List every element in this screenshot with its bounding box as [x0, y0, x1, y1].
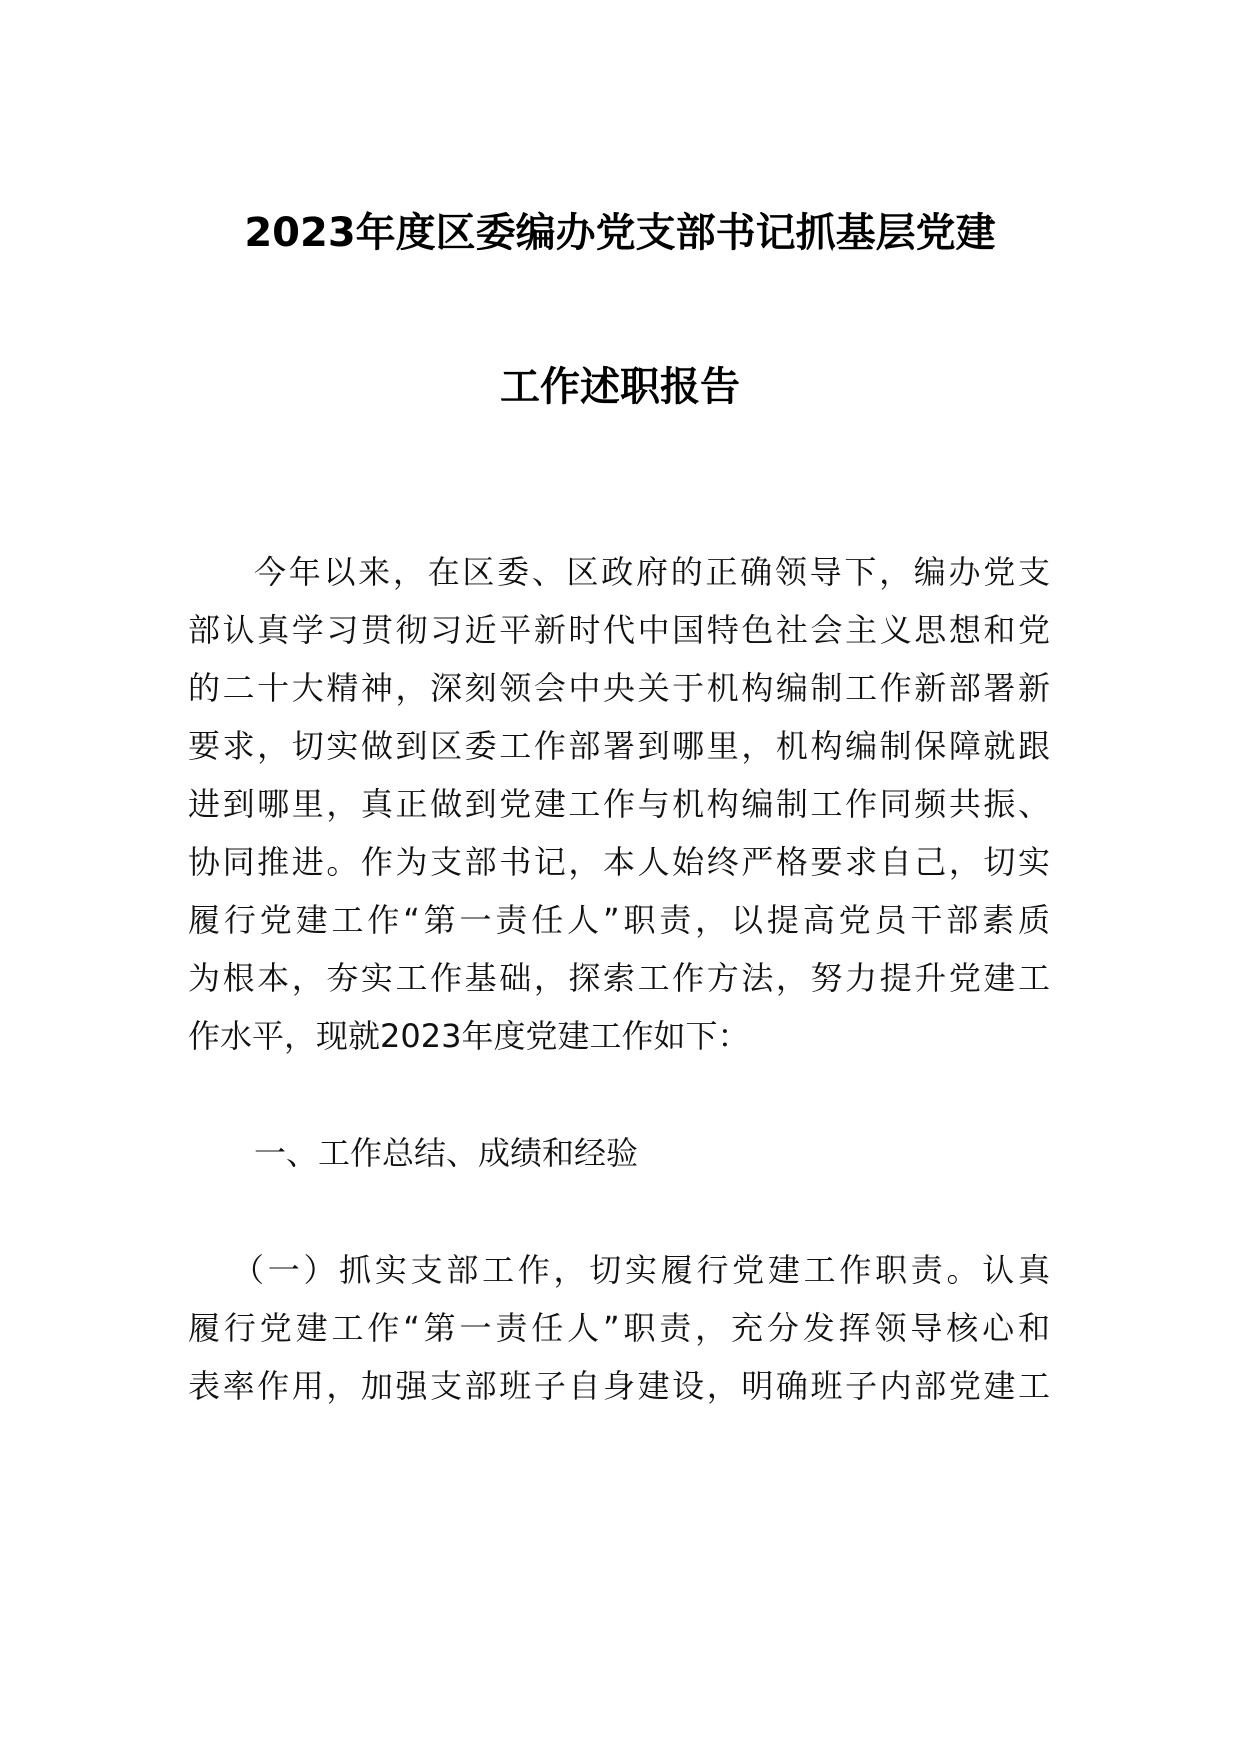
- paragraph-line: 进到哪里，真正做到党建工作与机构编制工作同频共振、: [188, 785, 1050, 823]
- paragraph-line: 今年以来，在区委、区政府的正确领导下，编办党支: [254, 553, 1050, 591]
- document-title-line-1: 2023年度区委编办党支部书记抓基层党建: [244, 210, 996, 256]
- paragraph-line: 为根本，夯实工作基础，探索工作方法，努力提升党建工: [188, 959, 1050, 997]
- paragraph-line: 要求，切实做到区委工作部署到哪里，机构编制保障就跟: [188, 727, 1050, 765]
- paragraph-line: 履行党建工作“第一责任人”职责，以提高党员干部素质: [188, 901, 1050, 939]
- paragraph-line: 作水平，现就2023年度党建工作如下：: [188, 1017, 750, 1055]
- section-heading: 一、工作总结、成绩和经验: [254, 1134, 639, 1172]
- document-title-line-2: 工作述职报告: [500, 364, 740, 410]
- paragraph-line: 协同推进。作为支部书记，本人始终严格要求自己，切实: [188, 843, 1050, 881]
- paragraph-line: 表率作用，加强支部班子自身建设，明确班子内部党建工: [188, 1367, 1050, 1405]
- paragraph-line: 部认真学习贯彻习近平新时代中国特色社会主义思想和党: [188, 611, 1050, 649]
- paragraph-line: （一）抓实支部工作，切实履行党建工作职责。认真: [232, 1251, 1050, 1289]
- paragraph-line: 履行党建工作“第一责任人”职责，充分发挥领导核心和: [188, 1309, 1050, 1347]
- paragraph-line: 的二十大精神，深刻领会中央关于机构编制工作新部署新: [188, 669, 1050, 707]
